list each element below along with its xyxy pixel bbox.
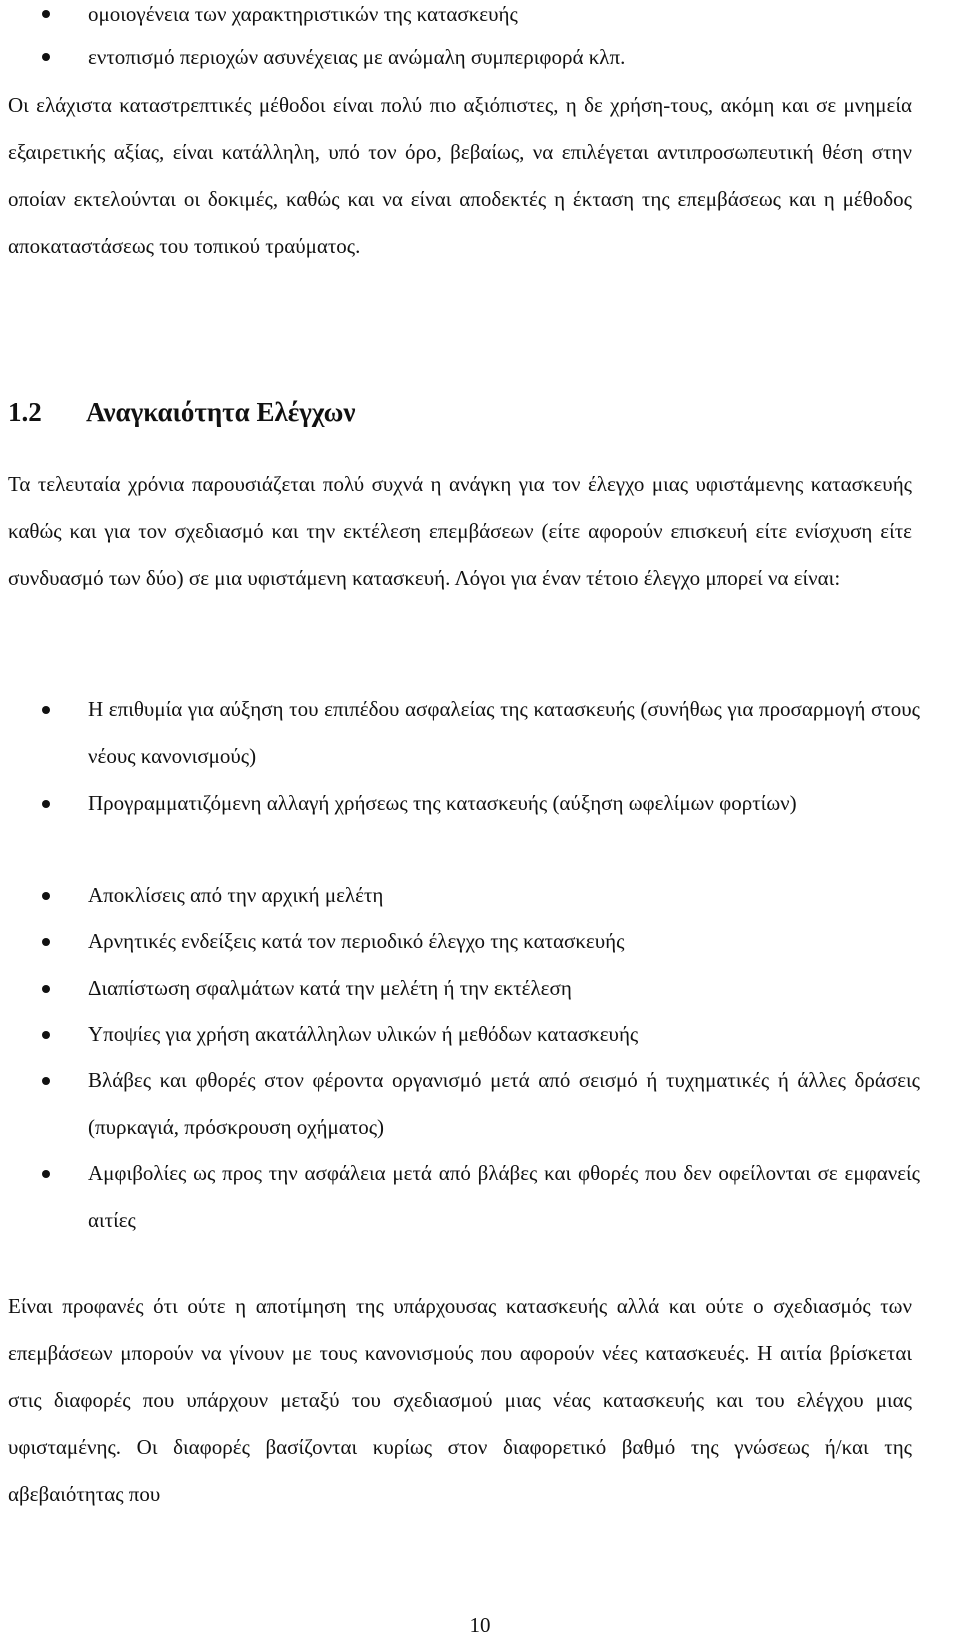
bullet-icon [42,53,50,61]
list-item-text: Βλάβες και φθορές στον φέροντα οργανισμό μετά από σεισμό ή τυχηματικές ή άλλες δράσεις (πυρκαγιά, πρόσκρουση οχήματος) [88,1068,920,1139]
bullet-icon [42,1170,50,1178]
closing-paragraph: Είναι προφανές ότι ούτε η αποτίμηση της υπάρχουσας κατασκευής αλλά και ούτε ο σχεδιασμός των επεμβάσεων μπορούν να γίνουν με τους κανονισμούς που αφορούν νέες κατασκευές. Η αιτία βρίσκεται στις διαφορές που υπάρχουν μεταξύ του σχεδιασμού μιας νέας κατασκευής και του ελέγχου μιας υφισταμένης. Οι διαφορές βασίζονται κυρίως στον διαφορετικό βαθμό της γνώσεως ή/και της αβεβαιότητας που [8,1294,912,1506]
list-item-text: εντοπισμό περιοχών ασυνέχειας με ανώμαλη συμπεριφορά κλπ. [88,45,626,69]
list-item-text: Προγραμματιζόμενη αλλαγή χρήσεως της κατασκευής (αύξηση ωφελίμων φορτίων) [88,791,797,815]
section-paragraph: Τα τελευταία χρόνια παρουσιάζεται πολύ συχνά η ανάγκη για τον έλεγχο μιας υφιστάμενης κατασκευής καθώς και για τον σχεδιασμό και την εκτέλεση επεμβάσεων (είτε αφορούν επισκευή είτε ενίσχυση είτε συνδυασμό των δύο) σε μια υφιστάμενη κατασκευή. Λόγοι για έναν τέτοιο έλεγχο μπορεί να είναι: [8,472,912,590]
bullet-icon [42,10,50,18]
bullet-icon [42,985,50,993]
list-item-text: ομοιογένεια των χαρακτηριστικών της κατασκευής [88,2,518,26]
bullet-icon [42,938,50,946]
list-item-text: Αποκλίσεις από την αρχική μελέτη [88,883,384,907]
bullet-icon [42,1077,50,1085]
list-item-text: Αμφιβολίες ως προς την ασφάλεια μετά από βλάβες και φθορές που δεν οφείλονται σε εμφανείς αιτίες [88,1161,920,1232]
list-item-text: Υποψίες για χρήση ακατάλληλων υλικών ή μεθόδων κατασκευής [88,1022,639,1046]
list-item-text: Διαπίστωση σφαλμάτων κατά την μελέτη ή την εκτέλεση [88,976,572,1000]
section-heading [8,396,355,428]
bullet-icon [42,800,50,808]
page-number: 10 [469,1613,491,1637]
bullet-icon [42,892,50,900]
intro-paragraph: Οι ελάχιστα καταστρεπτικές μέθοδοι είναι πολύ πιο αξιόπιστες, η δε χρήση-τους, ακόμη και σε μνημεία εξαιρετικής αξίας, είναι κατάλληλη, υπό τον όρο, βεβαίως, να επιλέγεται αντιπροσωπευτική θέση στην οποίαν εκτελούνται οι δοκιμές, καθώς και να είναι αποδεκτές η έκταση της επεμβάσεως και η μέθοδος αποκαταστάσεως του τοπικού τραύματος. [8,93,912,258]
section-number: 1.2 [8,397,42,427]
section-title: Αναγκαιότητα Ελέγχων [86,397,356,427]
bullet-icon [42,706,50,714]
list-item-text: Αρνητικές ενδείξεις κατά τον περιοδικό έλεγχο της κατασκευής [88,929,625,953]
list-item-text: Η επιθυμία για αύξηση του επιπέδου ασφαλείας της κατασκευής (συνήθως για προσαρμογή στους νέους κανονισμούς) [88,697,920,768]
bullet-icon [42,1031,50,1039]
